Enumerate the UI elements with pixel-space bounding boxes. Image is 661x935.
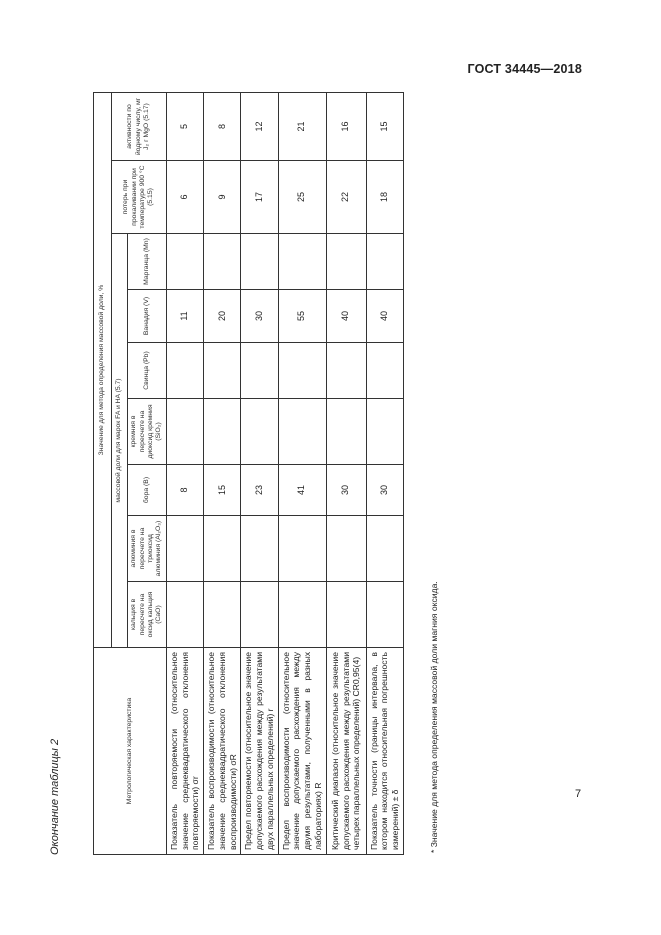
- value-cell: 20: [204, 290, 241, 343]
- table-row: [167, 93, 204, 855]
- value-cell: 40: [326, 290, 366, 343]
- value-cell: [167, 399, 204, 465]
- characteristic-cell: Показатель точности (границы интервала, в котором находится относительная погрешность измерений) ± δ: [366, 648, 403, 855]
- table-row: [366, 93, 403, 855]
- table-row: [278, 93, 326, 855]
- value-cell: 12: [241, 93, 278, 161]
- value-cell: [241, 516, 278, 582]
- value-cell: [366, 399, 403, 465]
- value-cell: [167, 234, 204, 290]
- value-cell: 40: [366, 290, 403, 343]
- column-header: алюминия в пересчете на триоксид алюминия (Al₂O₃): [128, 516, 167, 582]
- column-header: Ванадия (V): [128, 290, 167, 343]
- value-cell: 41: [278, 465, 326, 516]
- page-number: 7: [575, 788, 582, 800]
- column-header: кремния в пересчете на диоксид кремния (SiO₂): [128, 399, 167, 465]
- characteristic-header: Метрологическая характеристика: [94, 648, 167, 855]
- value-cell: [326, 516, 366, 582]
- column-header: кальция в пересчете на оксид кальция (CaO): [128, 582, 167, 648]
- value-cell: [326, 582, 366, 648]
- value-cell: [326, 234, 366, 290]
- value-cell: [204, 343, 241, 399]
- value-cell: 8: [167, 465, 204, 516]
- value-cell: 15: [204, 465, 241, 516]
- value-cell: [241, 343, 278, 399]
- value-cell: 16: [326, 93, 366, 161]
- column-header: потерь при прокаливании при температуре 900 °С (5.15): [112, 161, 167, 234]
- characteristic-cell: Предел повторяемости (относительное значение допускаемого расхождения между результатами двух параллельных определений) r: [241, 648, 278, 855]
- value-cell: 30: [326, 465, 366, 516]
- table-footnote: * Значение для метода определения массовой доли магния оксида.: [429, 581, 439, 853]
- table-row: [241, 93, 278, 855]
- value-cell: [167, 582, 204, 648]
- characteristic-cell: Критический диапазон (относительное значение допускаемого расхождения между результатами четырех параллельных определений) CR0,95(4): [326, 648, 366, 855]
- value-cell: [326, 399, 366, 465]
- table-caption: Окончание таблицы 2: [49, 738, 61, 855]
- value-cell: [366, 234, 403, 290]
- value-cell: [241, 234, 278, 290]
- column-header: бора (B): [128, 465, 167, 516]
- value-cell: [204, 516, 241, 582]
- fa-ha-subgroup-header: массовой доли для марок FA и HA (5.7): [112, 234, 128, 648]
- value-cell: [278, 582, 326, 648]
- value-cell: 6: [167, 161, 204, 234]
- column-header: активности по йодному числу, мг J₂ г MgO (5.17): [112, 93, 167, 161]
- value-cell: [204, 234, 241, 290]
- value-cell: [278, 343, 326, 399]
- value-cell: 23: [241, 465, 278, 516]
- value-cell: 15: [366, 93, 403, 161]
- column-header: Свинца (Pb): [128, 343, 167, 399]
- value-cell: 21: [278, 93, 326, 161]
- value-cell: [241, 399, 278, 465]
- value-cell: 25: [278, 161, 326, 234]
- value-group-header: Значение для метода определения массовой доли, %: [94, 93, 112, 648]
- table-body: [167, 93, 404, 855]
- value-cell: 18: [366, 161, 403, 234]
- value-cell: [278, 234, 326, 290]
- value-cell: 30: [366, 465, 403, 516]
- rotated-table-block: [49, 93, 449, 855]
- column-header: Марганца (Mn): [128, 234, 167, 290]
- value-cell: [366, 516, 403, 582]
- metrology-table: [93, 92, 404, 855]
- value-cell: [167, 343, 204, 399]
- value-cell: 17: [241, 161, 278, 234]
- table-row: [204, 93, 241, 855]
- value-cell: [278, 516, 326, 582]
- value-cell: [278, 399, 326, 465]
- value-cell: [167, 516, 204, 582]
- value-cell: 22: [326, 161, 366, 234]
- value-cell: 11: [167, 290, 204, 343]
- value-cell: [366, 582, 403, 648]
- value-cell: 55: [278, 290, 326, 343]
- table-row: [326, 93, 366, 855]
- value-cell: [366, 343, 403, 399]
- characteristic-cell: Показатель повторяемости (относительное значение среднеквадратического отклонения повторяемости) σr: [167, 648, 204, 855]
- standard-header: ГОСТ 34445—2018: [467, 62, 582, 76]
- value-cell: [204, 399, 241, 465]
- value-cell: [204, 582, 241, 648]
- characteristic-cell: Предел воспроизводимости (относительное значение допускаемого расхождения между двумя результатами, полученными в разных лабораториях) R: [278, 648, 326, 855]
- characteristic-cell: Показатель воспроизводимости (относительное значение среднеквадратического отклонения воспроизводимости) σR: [204, 648, 241, 855]
- value-cell: 30: [241, 290, 278, 343]
- value-cell: [326, 343, 366, 399]
- value-cell: 9: [204, 161, 241, 234]
- value-cell: [241, 582, 278, 648]
- value-cell: 5: [167, 93, 204, 161]
- value-cell: 8: [204, 93, 241, 161]
